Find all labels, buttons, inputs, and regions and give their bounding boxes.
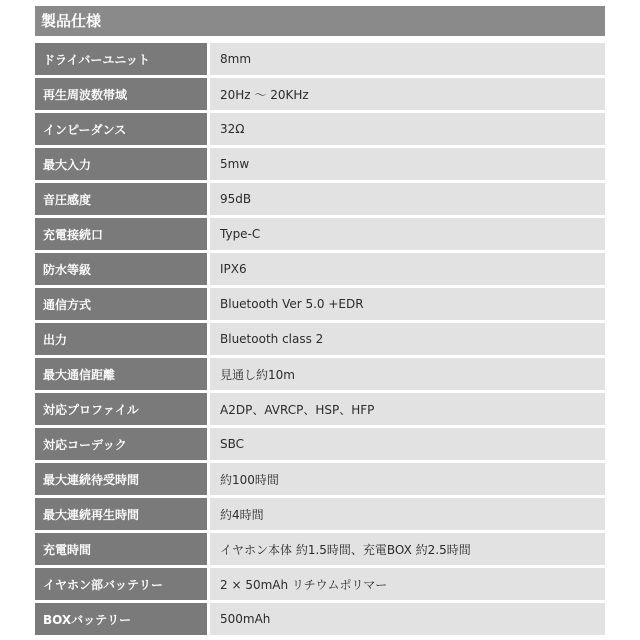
spec-label: 出力 <box>35 323 210 355</box>
spec-value: イヤホン本体 約1.5時間、充電BOX 約2.5時間 <box>210 533 605 565</box>
spec-label: 対応コーデック <box>35 428 210 460</box>
spec-label: BOXバッテリー <box>35 603 210 635</box>
table-row <box>35 428 605 460</box>
table-row <box>35 498 605 530</box>
spec-label: 最大連続待受時間 <box>35 463 210 495</box>
spec-value: IPX6 <box>210 253 605 285</box>
spec-value: 95dB <box>210 183 605 215</box>
spec-value: Bluetooth class 2 <box>210 323 605 355</box>
spec-label: 最大連続再生時間 <box>35 498 210 530</box>
spec-label: 対応プロファイル <box>35 393 210 425</box>
table-row <box>35 463 605 495</box>
table-row <box>35 113 605 145</box>
spec-label: ドライバーユニット <box>35 43 210 75</box>
spec-value: 20Hz ～ 20KHz <box>210 78 605 110</box>
table-row <box>35 393 605 425</box>
spec-label: 再生周波数帯域 <box>35 78 210 110</box>
spec-value: 約100時間 <box>210 463 605 495</box>
spec-value: 500mAh <box>210 603 605 635</box>
spec-table <box>35 40 605 638</box>
spec-value: 8mm <box>210 43 605 75</box>
table-row <box>35 183 605 215</box>
spec-label: 防水等級 <box>35 253 210 285</box>
spec-value: 32Ω <box>210 113 605 145</box>
table-row <box>35 568 605 600</box>
spec-label: 最大通信距離 <box>35 358 210 390</box>
spec-value: Type-C <box>210 218 605 250</box>
spec-label: 充電接続口 <box>35 218 210 250</box>
table-row <box>35 323 605 355</box>
table-row <box>35 533 605 565</box>
spec-label: 音圧感度 <box>35 183 210 215</box>
table-row <box>35 78 605 110</box>
spec-value: SBC <box>210 428 605 460</box>
spec-value: 約4時間 <box>210 498 605 530</box>
spec-value: 見通し約10m <box>210 358 605 390</box>
section-title: 製品仕様 <box>35 6 605 36</box>
spec-value: 5mw <box>210 148 605 180</box>
spec-label: イヤホン部バッテリー <box>35 568 210 600</box>
table-row <box>35 218 605 250</box>
spec-label: インピーダンス <box>35 113 210 145</box>
spec-value: Bluetooth Ver 5.0 +EDR <box>210 288 605 320</box>
spec-value: A2DP、AVRCP、HSP、HFP <box>210 393 605 425</box>
spec-value: 2 × 50mAh リチウムポリマー <box>210 568 605 600</box>
table-row <box>35 148 605 180</box>
spec-section <box>35 6 605 638</box>
table-row <box>35 358 605 390</box>
table-row <box>35 288 605 320</box>
table-row <box>35 43 605 75</box>
table-row <box>35 603 605 635</box>
spec-label: 充電時間 <box>35 533 210 565</box>
table-row <box>35 253 605 285</box>
spec-label: 最大入力 <box>35 148 210 180</box>
spec-label: 通信方式 <box>35 288 210 320</box>
